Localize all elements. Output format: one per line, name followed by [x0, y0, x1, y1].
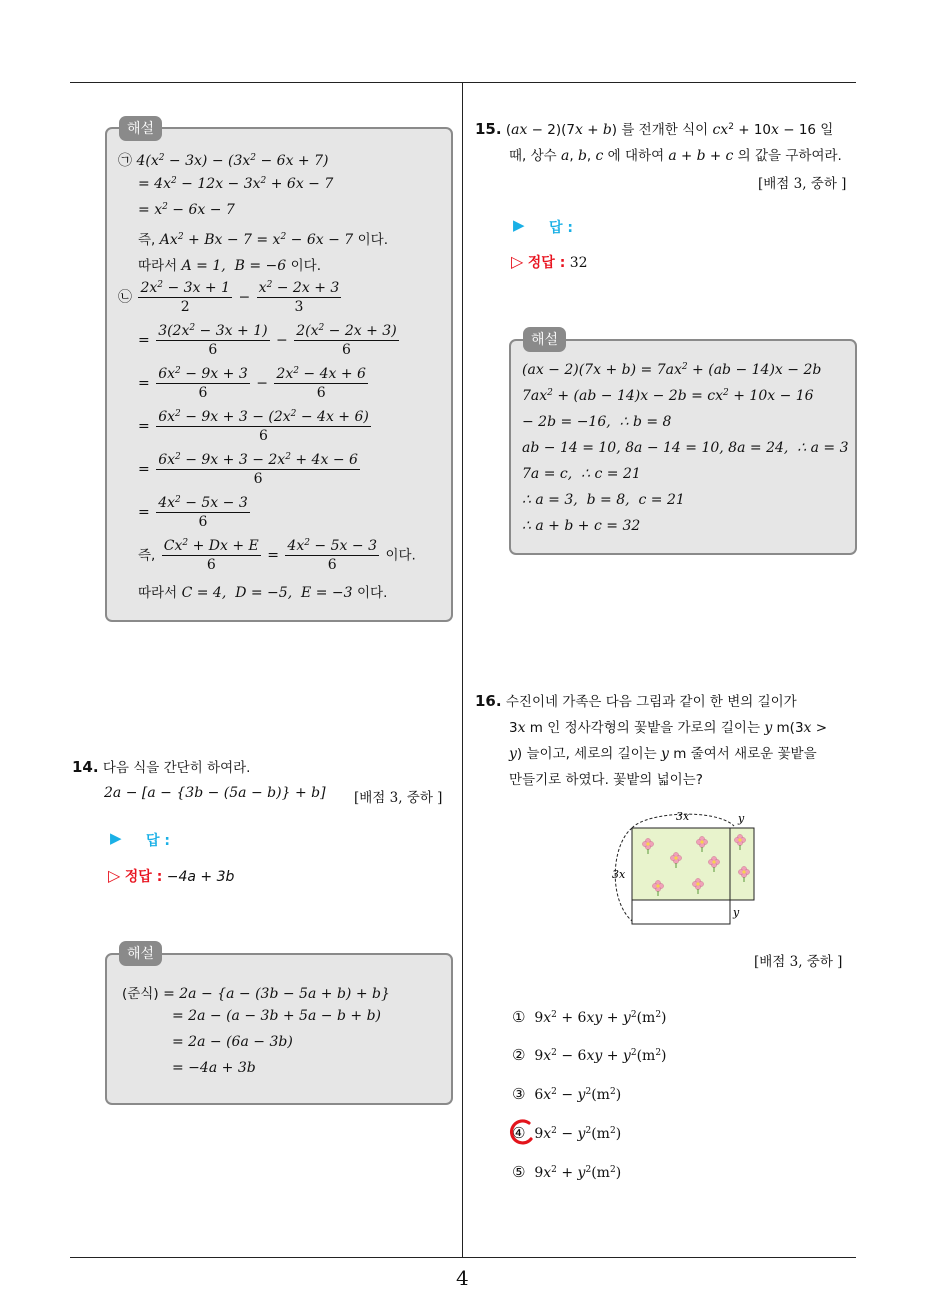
- choice-number: ⑤: [512, 1163, 526, 1181]
- q16-choice-5[interactable]: ⑤ $9x^2 + y^2(m^2)$: [512, 1163, 622, 1181]
- q14-expression: 2a − [a − {3b − (5a − b)} + b]: [104, 785, 326, 801]
- solution-line: 즉, $Ax^2 + Bx - 7 = x^2 - 6x - 7$ 이다.: [138, 232, 389, 248]
- solution-line: 따라서 A = 1, B = −6 이다.: [138, 258, 321, 274]
- q16-choice-1[interactable]: ① $9x^2 + 6xy + y^2(m^2)$: [512, 1008, 667, 1026]
- q15-correct-label: 정답 :: [527, 255, 566, 271]
- solution-line: 따라서 C = 4, D = −5, E = −3 이다.: [138, 585, 388, 601]
- q14-correct-label: 정답 :: [124, 869, 163, 885]
- q14-text: 다음 식을 간단히 하여라.: [102, 760, 251, 776]
- q14-solution-line: = −4a + 3b: [172, 1060, 256, 1076]
- q15-solution-line: ab − 14 = 10, 8a − 14 = 10, 8a = 24, ∴ a = 3: [522, 440, 849, 456]
- q15-solution-line: $7ax^2 + (ab - 14)x - 2b = cx^2 + 10x - 16$: [522, 388, 814, 404]
- choice-number: ④: [512, 1124, 526, 1142]
- q16-number: 16.: [475, 692, 502, 710]
- q15-correct-value: 32: [569, 255, 588, 271]
- solution-tab: 해설: [119, 941, 162, 966]
- solution-line: = $\frac{6x^2 - 9x + 3}{6}$ − $\frac{2x^2 - 4x + 6}{6}$: [138, 366, 366, 401]
- top-rule: [70, 82, 856, 83]
- q15-score: [배점 3, 중하 ]: [758, 176, 847, 192]
- q15-solution-line: 7a = c, ∴ c = 21: [522, 466, 641, 482]
- q14-correct-value: −4a + 3b: [166, 869, 235, 885]
- solution-line: = $\frac{4x^2 - 5x - 3}{6}$: [138, 495, 248, 530]
- choice-number: ①: [512, 1008, 526, 1026]
- q15-answer-arrow-icon: ▶: [513, 216, 525, 234]
- column-divider: [462, 83, 463, 1258]
- q14-answer-label: 답 :: [146, 833, 170, 849]
- q14-prompt: [72, 754, 250, 781]
- solution-tab: 해설: [523, 327, 566, 352]
- correct-triangle-icon: ▷: [108, 866, 121, 885]
- q16-prompt: 16. 수진이네 가족은 다음 그림과 같이 한 변의 길이가 3x m 인 정사각형의 꽃밭을 가로의 길이는 y m(3x > y) 늘이고, 세로의 길이는 y m 줄여서 새로운 꽃밭을 만들기로 하였다. 꽃밭의 넓이는?: [475, 692, 828, 788]
- solution-line: = $\frac{3(2x^2 - 3x + 1)}{6}$ − $\frac{2(x^2 - 2x + 3)}{6}$: [138, 323, 397, 358]
- label-left: 3x: [612, 868, 626, 881]
- q15-solution-line: − 2b = −16, ∴ b = 8: [522, 414, 672, 430]
- bottom-rule: [70, 1257, 856, 1258]
- q15-number: 15.: [475, 120, 502, 138]
- solution-line: ㉠ $4(x^2 - 3x) - (3x^2 - 6x + 7)$: [118, 153, 329, 169]
- q16-choice-4[interactable]: ④ $9x^2 - y^2(m^2)$: [512, 1124, 622, 1142]
- q14-score: [배점 3, 중하 ]: [354, 790, 443, 806]
- solution-line: = $\frac{6x^2 - 9x + 3 - 2x^2 + 4x - 6}{6}$: [138, 452, 358, 487]
- label-top-right: y: [738, 812, 745, 825]
- solution-line: = $x^2 - 6x - 7$: [138, 202, 235, 218]
- q14-answer-arrow-icon: ▶: [110, 829, 122, 847]
- q14-solution-line: (준식) = 2a − {a − (3b − 5a + b) + b}: [122, 986, 390, 1002]
- selected-answer-circle-icon: [505, 1117, 537, 1149]
- q15-prompt: 15. (ax − 2)(7x + b) 를 전개한 식이 $cx^2 + 10x - 16$ 일 때, 상수 a, b, c 에 대하여 a + b + c 의 값을 구하여라.: [475, 120, 842, 164]
- q14-number: 14.: [72, 758, 99, 776]
- choice-number: ③: [512, 1085, 526, 1103]
- q16-choice-2[interactable]: ② $9x^2 - 6xy + y^2(m^2)$: [512, 1046, 667, 1064]
- solution-tab: 해설: [119, 116, 162, 141]
- q15-solution-line: ∴ a = 3, b = 8, c = 21: [522, 492, 685, 508]
- label-bottom-right: y: [733, 906, 740, 919]
- q14-correct: [108, 866, 234, 886]
- removed-strip: [632, 900, 730, 924]
- choice-number: ②: [512, 1046, 526, 1064]
- q15-solution-line: ∴ a + b + c = 32: [522, 518, 641, 534]
- page-number: 4: [456, 1266, 469, 1290]
- q14-solution-line: = 2a − (a − 3b + 5a − b + b): [172, 1008, 382, 1024]
- q14-solution-box: [105, 953, 453, 1105]
- q14-solution-line: = 2a − (6a − 3b): [172, 1034, 293, 1050]
- garden-figure: [606, 806, 766, 930]
- correct-triangle-icon: ▷: [511, 252, 524, 271]
- solution-line: = $4x^2 - 12x - 3x^2 + 6x - 7$: [138, 176, 334, 192]
- q15-solution-line: $(ax - 2)(7x + b) = 7ax^2 + (ab - 14)x - 2b$: [522, 362, 822, 378]
- solution-line: = $\frac{6x^2 - 9x + 3 - (2x^2 - 4x + 6)}{6}$: [138, 409, 369, 444]
- q15-correct: [511, 252, 588, 272]
- q16-score: [배점 3, 중하 ]: [754, 954, 843, 970]
- q16-choice-3[interactable]: ③ $6x^2 - y^2(m^2)$: [512, 1085, 622, 1103]
- q15-answer-label: 답 :: [549, 220, 573, 236]
- solution-line: 즉, $\frac{Cx^2 + Dx + E}{6}$ = $\frac{4x^2 - 5x - 3}{6}$ 이다.: [138, 538, 416, 573]
- solution-line: ㉡ $\frac{2x^2 - 3x + 1}{2}$ − $\frac{x^2 - 2x + 3}{3}$: [118, 280, 340, 315]
- label-top: 3x: [676, 810, 690, 823]
